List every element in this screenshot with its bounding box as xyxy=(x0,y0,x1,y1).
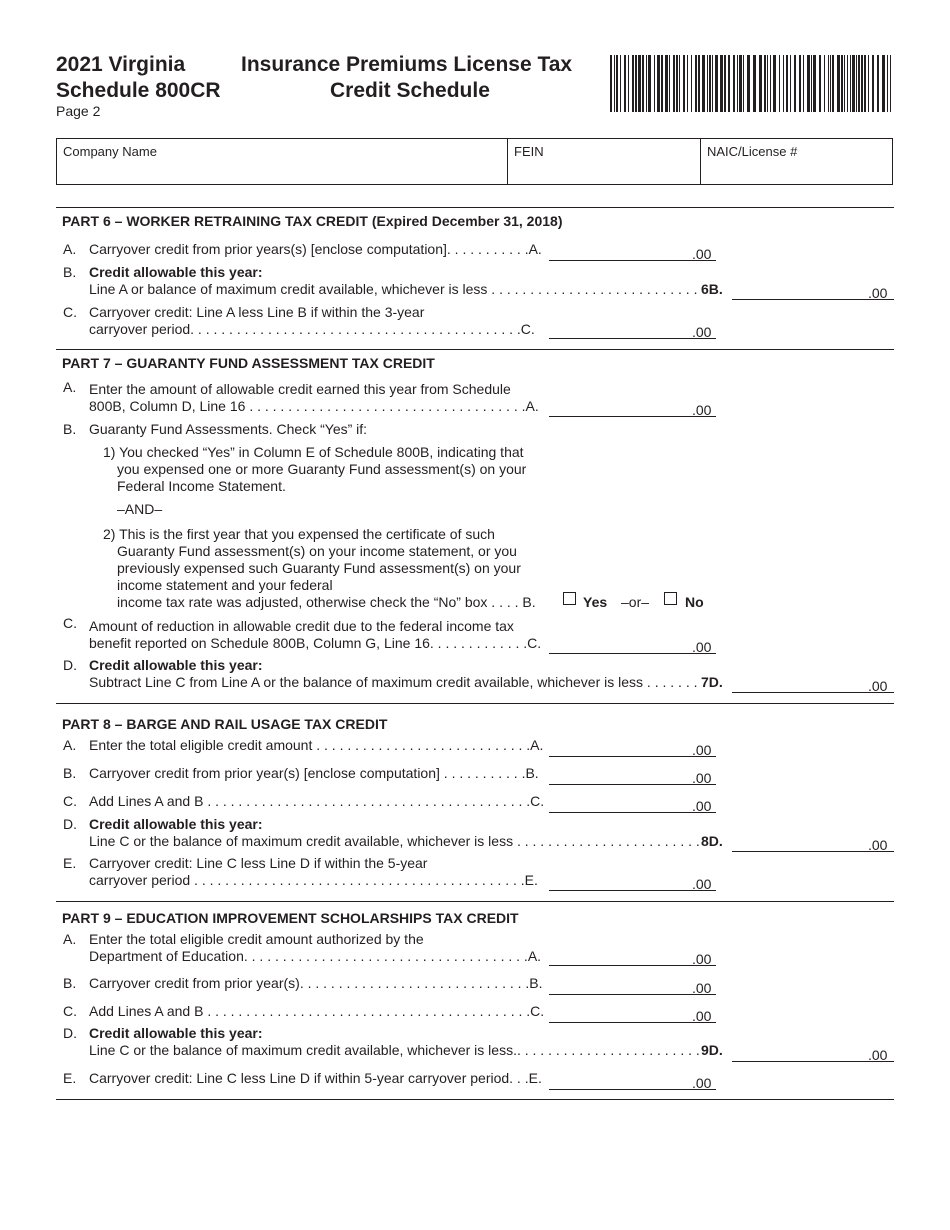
part9-b-input[interactable] xyxy=(549,993,716,995)
part6-c-text1: Carryover credit: Line A less Line B if within the 3-year xyxy=(89,304,425,320)
barcode-bar xyxy=(790,55,791,112)
barcode xyxy=(610,55,893,112)
barcode-bar xyxy=(830,55,831,112)
barcode-bar xyxy=(620,55,621,112)
barcode-bar xyxy=(850,55,851,112)
part9-c-input[interactable] xyxy=(549,1021,716,1023)
part9-c-text: Add Lines A and B . . . . . . . . . . . . . . . . . . . . . . . . . . . . . . . . . . . . . . . . . .C. xyxy=(89,1003,545,1019)
part8-b-cents: .00 xyxy=(692,770,712,786)
barcode-bar xyxy=(657,55,660,112)
barcode-bar xyxy=(632,55,634,112)
part9-a-letter: A. xyxy=(63,931,77,947)
part8-a-text: Enter the total eligible credit amount . . . . . . . . . . . . . . . . . . . . . . . . . . . .A. xyxy=(89,737,544,753)
barcode-bar xyxy=(890,55,891,112)
part7-c-letter: C. xyxy=(63,615,77,631)
part7-a-cents: .00 xyxy=(692,402,712,418)
yes-checkbox[interactable] xyxy=(563,592,576,605)
part7-b1-line1: 1) You checked “Yes” in Column E of Schedule 800B, indicating that xyxy=(103,444,524,460)
part8-d-ref: 8D. xyxy=(701,833,723,849)
part6-c-letter: C. xyxy=(63,304,77,320)
part7-b-text: Guaranty Fund Assessments. Check “Yes” if: xyxy=(89,421,368,437)
part9-e-letter: E. xyxy=(63,1070,77,1086)
part7-b-letter: B. xyxy=(63,421,77,437)
barcode-bar xyxy=(720,55,723,112)
barcode-bar xyxy=(610,55,612,112)
part6-b-heading: Credit allowable this year: xyxy=(89,264,263,280)
part8-title: PART 8 – BARGE AND RAIL USAGE TAX CREDIT xyxy=(62,716,388,732)
part7-b1-line3: Federal Income Statement. xyxy=(117,478,286,494)
barcode-bar xyxy=(635,55,637,112)
barcode-bar xyxy=(759,55,762,112)
barcode-bar xyxy=(841,55,843,112)
barcode-bar xyxy=(724,55,726,112)
page-number: Page 2 xyxy=(56,103,101,119)
barcode-bar xyxy=(837,55,840,112)
part6-a-cents: .00 xyxy=(692,246,712,262)
barcode-bar xyxy=(882,55,885,112)
divider xyxy=(56,207,894,208)
part9-e-input[interactable] xyxy=(549,1088,716,1090)
part7-b2-line5: income tax rate was adjusted, otherwise check the “No” box . . . . B. xyxy=(117,594,536,610)
barcode-bar xyxy=(676,55,678,112)
barcode-bar xyxy=(648,55,651,112)
part6-b-ref: 6B. xyxy=(701,281,723,297)
barcode-bar xyxy=(807,55,810,112)
part7-a-text2: 800B, Column D, Line 16 . . . . . . . . . . . . . . . . . . . . . . . . . . . . . . . . . . . .A. xyxy=(89,398,539,414)
barcode-bar xyxy=(661,55,663,112)
part9-d-text: Line C or the balance of maximum credit available, whichever is less.. . . . . . . . . . . . . . . . . . . . . . . . xyxy=(89,1042,700,1058)
barcode-bar xyxy=(764,55,766,112)
divider xyxy=(56,703,894,704)
part8-d-text: Line C or the balance of maximum credit available, whichever is less . . . . . . . . . . . . . . . . . . . . . . . . xyxy=(89,833,700,849)
divider xyxy=(56,1099,894,1100)
no-label: No xyxy=(685,594,704,610)
part8-e-cents: .00 xyxy=(692,876,712,892)
part8-d-heading: Credit allowable this year: xyxy=(89,816,263,832)
barcode-bar xyxy=(683,55,685,112)
barcode-bar xyxy=(794,55,796,112)
barcode-bar xyxy=(687,55,688,112)
part8-b-input[interactable] xyxy=(549,783,716,785)
part6-a-text: Carryover credit from prior years(s) [enclose computation]. . . . . . . . . . .A. xyxy=(89,241,542,257)
part9-e-text: Carryover credit: Line C less Line D if within 5-year carryover period. . .E. xyxy=(89,1070,542,1086)
part7-d-letter: D. xyxy=(63,657,77,673)
part7-b2-line3: previously expensed such Guaranty Fund assessment(s) on your xyxy=(117,560,521,576)
barcode-bar xyxy=(702,55,705,112)
barcode-bar xyxy=(728,55,730,112)
part9-title: PART 9 – EDUCATION IMPROVEMENT SCHOLARSHIPS TAX CREDIT xyxy=(62,910,519,926)
part7-c-text1: Amount of reduction in allowable credit due to the federal income tax xyxy=(89,618,514,634)
part7-c-cents: .00 xyxy=(692,639,712,655)
part8-e-input[interactable] xyxy=(549,889,716,891)
barcode-bar xyxy=(852,55,855,112)
part9-b-cents: .00 xyxy=(692,980,712,996)
part7-and: –AND– xyxy=(117,501,163,517)
barcode-bar xyxy=(709,55,711,112)
part7-d-text: Subtract Line C from Line A or the balance of maximum credit available, whichever is less . . . . . . . xyxy=(89,674,698,690)
part9-e-cents: .00 xyxy=(692,1075,712,1091)
part8-c-input[interactable] xyxy=(549,811,716,813)
part6-b-letter: B. xyxy=(63,264,77,280)
form-year-state: 2021 Virginia xyxy=(56,53,186,76)
barcode-bar xyxy=(864,55,866,112)
barcode-bar xyxy=(737,55,738,112)
barcode-bar xyxy=(824,55,825,112)
barcode-bar xyxy=(770,55,771,112)
barcode-bar xyxy=(747,55,750,112)
company-name-field[interactable] xyxy=(57,139,507,184)
part8-e-letter: E. xyxy=(63,855,77,871)
part6-title: PART 6 – WORKER RETRAINING TAX CREDIT (Expired December 31, 2018) xyxy=(62,213,563,229)
part8-a-cents: .00 xyxy=(692,742,712,758)
part6-c-input[interactable] xyxy=(549,337,716,339)
naic-field[interactable] xyxy=(700,139,892,184)
part8-d-cents: .00 xyxy=(868,837,888,853)
part9-b-text: Carryover credit from prior year(s). . . . . . . . . . . . . . . . . . . . . . . . . . . . . .B. xyxy=(89,975,543,991)
part7-b2-line1: 2) This is the first year that you expensed the certificate of such xyxy=(103,526,495,542)
part9-d-heading: Credit allowable this year: xyxy=(89,1025,263,1041)
part7-a-letter: A. xyxy=(63,379,77,395)
barcode-bar xyxy=(739,55,742,112)
part6-b-text: Line A or balance of maximum credit available, whichever is less . . . . . . . . . . . . . . . . . . . . . . . . . . . xyxy=(89,281,698,297)
part9-d-letter: D. xyxy=(63,1025,77,1041)
part9-d-cents: .00 xyxy=(868,1047,888,1063)
part9-d-ref: 9D. xyxy=(701,1042,723,1058)
barcode-bar xyxy=(712,55,713,112)
part8-c-letter: C. xyxy=(63,793,77,809)
part6-c-cents: .00 xyxy=(692,324,712,340)
form-title-line2: Credit Schedule xyxy=(330,79,490,102)
barcode-bar xyxy=(707,55,708,112)
barcode-bar xyxy=(799,55,801,112)
part7-d-heading: Credit allowable this year: xyxy=(89,657,263,673)
part8-e-text2: carryover period . . . . . . . . . . . . . . . . . . . . . . . . . . . . . . . . . . . . . . . . . . .E. xyxy=(89,872,538,888)
part8-a-letter: A. xyxy=(63,737,77,753)
barcode-bar xyxy=(753,55,756,112)
barcode-bar xyxy=(624,55,626,112)
barcode-bar xyxy=(695,55,697,112)
barcode-bar xyxy=(877,55,879,112)
part9-a-text1: Enter the total eligible credit amount authorized by the xyxy=(89,931,424,947)
identification-box xyxy=(56,138,893,185)
barcode-bar xyxy=(698,55,700,112)
part8-c-text: Add Lines A and B . . . . . . . . . . . . . . . . . . . . . . . . . . . . . . . . . . . . . . . . . .C. xyxy=(89,793,545,809)
barcode-bar xyxy=(828,55,829,112)
barcode-bar xyxy=(779,55,780,112)
barcode-bar xyxy=(616,55,618,112)
part7-b2-line2: Guaranty Fund assessment(s) on your income statement, or you xyxy=(117,543,517,559)
part7-b2-line4: income statement and your federal xyxy=(117,577,333,593)
barcode-bar xyxy=(743,55,744,112)
no-checkbox[interactable] xyxy=(664,592,677,605)
barcode-bar xyxy=(861,55,863,112)
barcode-bar xyxy=(811,55,812,112)
barcode-bar xyxy=(819,55,821,112)
company-name-label: Company Name xyxy=(63,144,157,159)
or-label: –or– xyxy=(621,594,650,610)
barcode-bar xyxy=(844,55,845,112)
barcode-bar xyxy=(767,55,768,112)
barcode-bar xyxy=(872,55,874,112)
divider xyxy=(56,901,894,902)
barcode-bar xyxy=(673,55,675,112)
barcode-bar xyxy=(646,55,647,112)
part6-c-text2: carryover period. . . . . . . . . . . . . . . . . . . . . . . . . . . . . . . . . . . . . . . . . . .C. xyxy=(89,321,535,337)
barcode-bar xyxy=(783,55,784,112)
part8-c-cents: .00 xyxy=(692,798,712,814)
divider xyxy=(56,349,894,350)
part9-a-cents: .00 xyxy=(692,951,712,967)
barcode-bar xyxy=(856,55,857,112)
barcode-bar xyxy=(773,55,776,112)
part7-title: PART 7 – GUARANTY FUND ASSESSMENT TAX CREDIT xyxy=(62,355,435,371)
part9-a-input[interactable] xyxy=(549,964,716,966)
part9-a-text2: Department of Education. . . . . . . . . . . . . . . . . . . . . . . . . . . . . . . . . . . . .A. xyxy=(89,948,542,964)
barcode-bar xyxy=(638,55,641,112)
barcode-bar xyxy=(642,55,644,112)
form-title-line1: Insurance Premiums License Tax xyxy=(241,53,573,76)
part7-a-text1: Enter the amount of allowable credit earned this year from Schedule xyxy=(89,381,511,397)
barcode-bar xyxy=(715,55,718,112)
barcode-bar xyxy=(679,55,680,112)
part6-b-cents: .00 xyxy=(868,285,888,301)
part6-a-letter: A. xyxy=(63,241,77,257)
barcode-bar xyxy=(628,55,629,112)
part6-a-input[interactable] xyxy=(549,259,716,261)
barcode-bar xyxy=(832,55,834,112)
schedule-name: Schedule 800CR xyxy=(56,79,221,102)
barcode-bar xyxy=(858,55,860,112)
barcode-bar xyxy=(786,55,788,112)
barcode-bar xyxy=(669,55,670,112)
barcode-bar xyxy=(868,55,869,112)
part9-b-letter: B. xyxy=(63,975,77,991)
part7-b1-line2: you expensed one or more Guaranty Fund assessment(s) on your xyxy=(117,461,527,477)
fein-label: FEIN xyxy=(514,144,544,159)
part8-a-input[interactable] xyxy=(549,755,716,757)
part8-d-letter: D. xyxy=(63,816,77,832)
fein-field[interactable] xyxy=(507,139,700,184)
barcode-bar xyxy=(691,55,692,112)
part9-c-cents: .00 xyxy=(692,1008,712,1024)
part8-b-text: Carryover credit from prior year(s) [enclose computation] . . . . . . . . . . .B. xyxy=(89,765,539,781)
barcode-bar xyxy=(803,55,804,112)
barcode-bar xyxy=(847,55,848,112)
part7-c-input[interactable] xyxy=(549,652,716,654)
naic-label: NAIC/License # xyxy=(707,144,798,159)
barcode-bar xyxy=(733,55,735,112)
part7-c-text2: benefit reported on Schedule 800B, Column G, Line 16. . . . . . . . . . . . .C. xyxy=(89,635,542,651)
part7-d-cents: .00 xyxy=(868,678,888,694)
part7-d-ref: 7D. xyxy=(701,674,723,690)
barcode-bar xyxy=(813,55,816,112)
yes-label: Yes xyxy=(583,594,608,610)
barcode-bar xyxy=(665,55,668,112)
part9-c-letter: C. xyxy=(63,1003,77,1019)
barcode-bar xyxy=(654,55,655,112)
part8-b-letter: B. xyxy=(63,765,77,781)
part8-e-text1: Carryover credit: Line C less Line D if within the 5-year xyxy=(89,855,428,871)
barcode-bar xyxy=(887,55,888,112)
barcode-bar xyxy=(614,55,615,112)
part7-a-input[interactable] xyxy=(549,415,716,417)
